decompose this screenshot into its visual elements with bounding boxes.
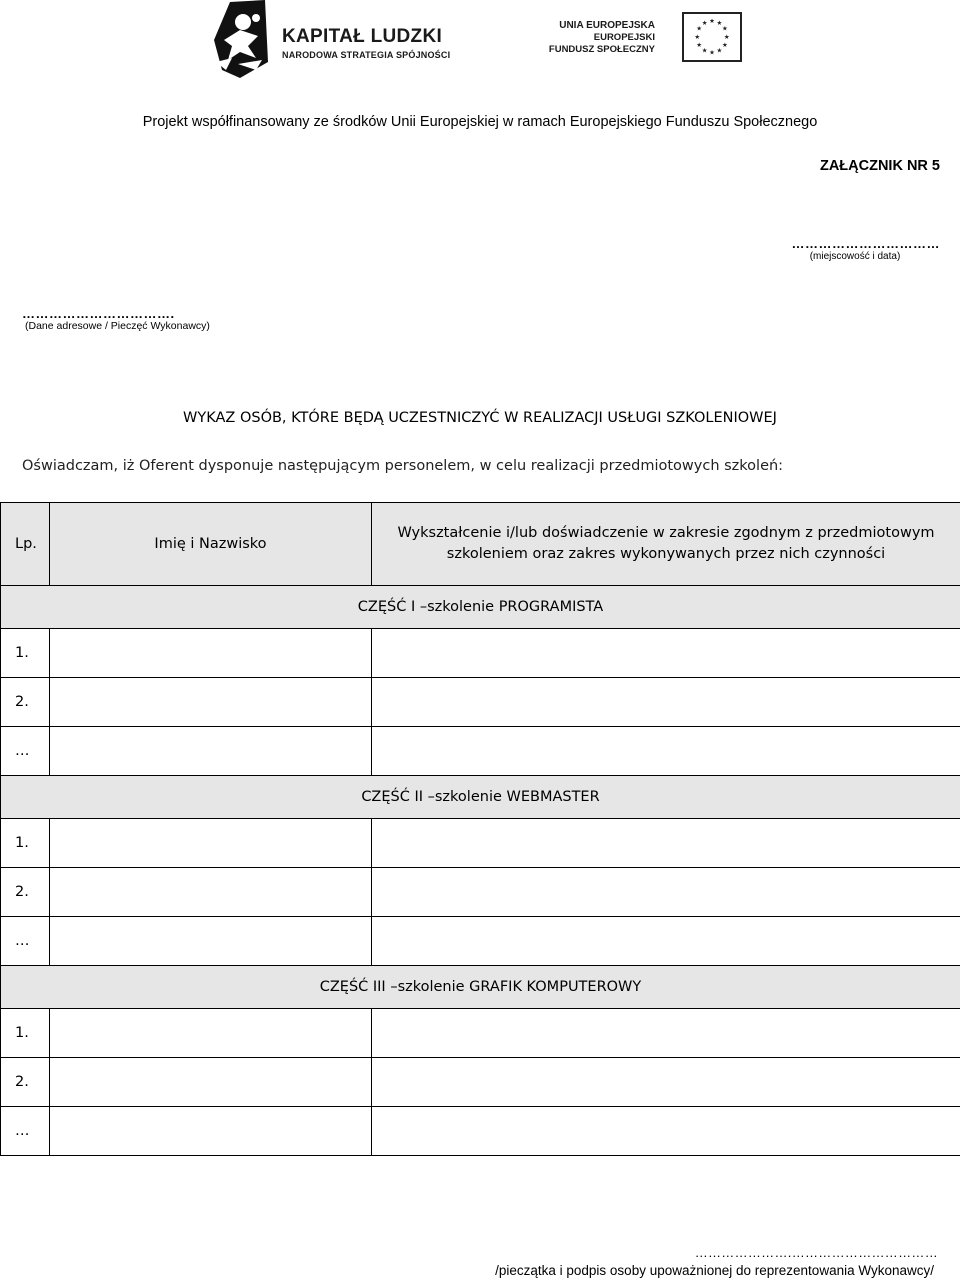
name-cell[interactable]: [50, 819, 372, 868]
svg-text:★: ★: [696, 41, 703, 50]
section-row: [1, 966, 960, 1009]
svg-text:★: ★: [721, 41, 728, 50]
section-title: CZĘŚĆ II –szkolenie WEBMASTER: [1, 776, 960, 819]
table-row: [1, 727, 960, 776]
eu-flag-icon: [682, 12, 742, 62]
name-cell[interactable]: [50, 1058, 372, 1107]
description-cell[interactable]: [372, 868, 960, 917]
svg-text:★: ★: [694, 32, 701, 41]
name-cell[interactable]: [50, 1009, 372, 1058]
declaration-text: Oświadczam, iż Oferent dysponuje następującym personelem, w celu realizacji przedmiotowych szkoleń:: [22, 458, 784, 474]
table-row: [1, 629, 960, 678]
row-number: …: [1, 917, 50, 966]
description-cell[interactable]: [372, 1009, 960, 1058]
svg-text:★: ★: [709, 17, 715, 26]
place-date-dots: ……………………………: [791, 236, 940, 251]
description-cell[interactable]: [372, 629, 960, 678]
name-cell[interactable]: [50, 917, 372, 966]
row-number: …: [1, 727, 50, 776]
document-title: WYKAZ OSÓB, KTÓRE BĘDĄ UCZESTNICZYĆ W REALIZACJI USŁUGI SZKOLENIOWEJ: [183, 410, 777, 426]
description-cell[interactable]: [372, 678, 960, 727]
table-row: [1, 1009, 960, 1058]
row-number: 2.: [1, 1058, 50, 1107]
name-cell[interactable]: [50, 678, 372, 727]
personnel-table: [0, 502, 960, 1156]
name-cell[interactable]: [50, 727, 372, 776]
eu-logo-text: [545, 20, 655, 56]
header-lp: Lp.: [1, 503, 50, 586]
svg-text:★: ★: [723, 32, 730, 41]
description-cell[interactable]: [372, 1058, 960, 1107]
svg-text:★: ★: [716, 19, 723, 28]
table-row: [1, 917, 960, 966]
row-number: 2.: [1, 868, 50, 917]
table-row: [1, 678, 960, 727]
header-name: Imię i Nazwisko: [50, 503, 372, 586]
cofinancing-note: Projekt współfinansowany ze środków Unii Europejskiej w ramach Europejskiego Funduszu Społecznego: [142, 114, 818, 130]
description-cell[interactable]: [372, 917, 960, 966]
description-cell[interactable]: [372, 727, 960, 776]
signature-dots: ………………….……………………………: [694, 1245, 938, 1260]
kapital-ludzki-icon: [210, 0, 272, 78]
section-row: [1, 586, 960, 629]
svg-text:★: ★: [701, 46, 708, 55]
svg-text:★: ★: [696, 24, 703, 33]
contractor-dots: …………………………….: [22, 306, 175, 321]
name-cell[interactable]: [50, 868, 372, 917]
contractor-caption: (Dane adresowe / Pieczęć Wykonawcy): [25, 320, 210, 332]
svg-text:★: ★: [721, 24, 728, 33]
kapital-ludzki-logo: [210, 0, 460, 80]
svg-text:★: ★: [716, 46, 723, 55]
kapital-ludzki-subtitle: NARODOWA STRATEGIA SPÓJNOŚCI: [282, 50, 451, 60]
eu-logo-line3: FUNDUSZ SPOŁECZNY: [548, 44, 655, 55]
row-number: 1.: [1, 819, 50, 868]
table-row: [1, 1058, 960, 1107]
eu-logo: [545, 10, 745, 68]
name-cell[interactable]: [50, 629, 372, 678]
kapital-ludzki-title: KAPITAŁ LUDZKI: [282, 26, 443, 47]
table-header-row: [1, 503, 960, 586]
place-date-caption: (miejscowość i data): [809, 251, 901, 262]
description-cell[interactable]: [372, 819, 960, 868]
description-cell[interactable]: [372, 1107, 960, 1156]
table-row: [1, 868, 960, 917]
section-row: [1, 776, 960, 819]
row-number: 2.: [1, 678, 50, 727]
eu-logo-line2: EUROPEJSKI: [593, 32, 655, 43]
eu-logo-line1: UNIA EUROPEJSKA: [559, 20, 655, 31]
annex-label: ZAŁĄCZNIK NR 5: [819, 158, 940, 174]
table-row: [1, 1107, 960, 1156]
row-number: …: [1, 1107, 50, 1156]
table-row: [1, 819, 960, 868]
svg-text:★: ★: [709, 48, 715, 57]
row-number: 1.: [1, 1009, 50, 1058]
name-cell[interactable]: [50, 1107, 372, 1156]
signature-caption: /pieczątka i podpis osoby upoważnionej do reprezentowania Wykonawcy/: [495, 1263, 934, 1278]
section-title: CZĘŚĆ I –szkolenie PROGRAMISTA: [1, 586, 960, 629]
section-title: CZĘŚĆ III –szkolenie GRAFIK KOMPUTEROWY: [1, 966, 960, 1009]
header-description: Wykształcenie i/lub doświadczenie w zakresie zgodnym z przedmiotowym szkoleniem oraz zakres wykonywanych przez nich czynności: [372, 503, 960, 586]
row-number: 1.: [1, 629, 50, 678]
svg-text:★: ★: [701, 19, 708, 28]
